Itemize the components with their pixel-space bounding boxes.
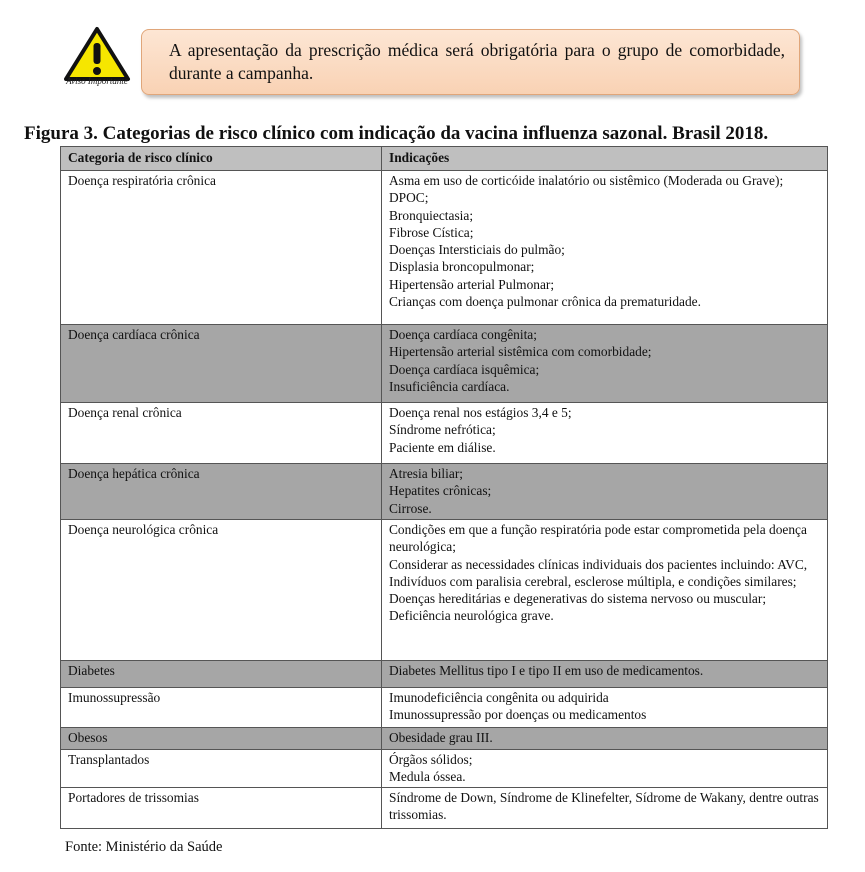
risk-category-cell: Transplantados: [61, 750, 382, 788]
risk-category-cell: Obesos: [61, 728, 382, 750]
indication-item: Displasia broncopulmonar;: [389, 259, 535, 275]
risk-category-cell: Doença renal crônica: [61, 403, 382, 464]
risk-category-cell: Doença neurológica crônica: [61, 520, 382, 661]
indication-item: Obesidade grau III.: [389, 730, 493, 745]
table-body: [61, 171, 828, 829]
table-row: [61, 750, 828, 788]
table-row: [61, 661, 828, 688]
table-row: [61, 464, 828, 520]
table-row: [61, 520, 828, 661]
indications-cell: [382, 464, 828, 520]
indication-item: Imunodeficiência congênita ou adquirida: [389, 690, 609, 705]
risk-category-cell: Portadores de trissomias: [61, 788, 382, 829]
indication-item: Hepatites crônicas;: [389, 483, 492, 499]
table-row: [61, 728, 828, 750]
indication-item: Crianças com doença pulmonar crônica da prematuridade.: [389, 294, 701, 310]
indication-item: Síndrome de Down, Síndrome de Klinefelter, Sídrome de Wakany, dentre outras trissomias.: [389, 790, 819, 823]
indication-item: Atresia biliar;: [389, 466, 463, 481]
risk-category-cell: Doença respiratória crônica: [61, 171, 382, 325]
table-header-row: [61, 147, 828, 171]
indication-item: Órgãos sólidos;: [389, 752, 473, 767]
indications-cell: [382, 788, 828, 829]
indication-item: Fibrose Cística;: [389, 224, 474, 240]
indication-item: Medula óssea.: [389, 769, 466, 785]
risk-category-cell: Doença cardíaca crônica: [61, 325, 382, 403]
indication-item: Doença cardíaca congênita;: [389, 327, 537, 342]
indication-item: Doenças hereditárias e degenerativas do sistema nervoso ou muscular;: [389, 591, 767, 607]
indications-cell: [382, 325, 828, 403]
table-row: [61, 688, 828, 728]
notice-text: A apresentação da prescrição médica será obrigatória para o grupo de comorbidade, durante a campanha.: [169, 40, 785, 83]
indication-item: Síndrome nefrótica;: [389, 422, 496, 438]
notice-box: [141, 29, 800, 95]
indication-item: Asma em uso de corticóide inalatório ou sistêmico (Moderada ou Grave);: [389, 173, 784, 188]
table-row: [61, 325, 828, 403]
indication-item: Hipertensão arterial Pulmonar;: [389, 276, 555, 292]
indication-item: Hipertensão arterial sistêmica com comorbidade;: [389, 344, 652, 360]
indication-item: Paciente em diálise.: [389, 439, 496, 455]
indications-cell: [382, 520, 828, 661]
indications-cell: [382, 688, 828, 728]
indication-item: Imunossupressão por doenças ou medicamentos: [389, 707, 647, 723]
indication-item: Doenças Intersticiais do pulmão;: [389, 242, 565, 258]
indication-item: Considerar as necessidades clínicas individuais dos pacientes incluindo: AVC, Indivíduos com paralisia cerebral, esclerose múltipla, e condições similares;: [389, 556, 808, 589]
notice-caption: Aviso Importante: [66, 76, 128, 86]
indications-cell: [382, 728, 828, 750]
table-row: [61, 403, 828, 464]
indication-item: Doença renal nos estágios 3,4 e 5;: [389, 405, 572, 420]
risk-category-table: [60, 146, 828, 829]
indications-cell: [382, 403, 828, 464]
indication-item: Bronquiectasia;: [389, 207, 474, 223]
indication-item: Cirrose.: [389, 500, 432, 516]
column-header-indications: Indicações: [382, 147, 828, 171]
indication-item: Insuficiência cardíaca.: [389, 378, 510, 394]
risk-category-cell: Imunossupressão: [61, 688, 382, 728]
indication-item: Diabetes Mellitus tipo I e tipo II em uso de medicamentos.: [389, 663, 704, 678]
indications-cell: [382, 171, 828, 325]
table-row: [61, 171, 828, 325]
indications-cell: [382, 750, 828, 788]
indication-item: Condições em que a função respiratória pode estar comprometida pela doença neurológica;: [389, 522, 807, 555]
figure-title: Figura 3. Categorias de risco clínico com indicação da vacina influenza sazonal. Brasil 2018.: [24, 123, 769, 144]
risk-category-cell: Doença hepática crônica: [61, 464, 382, 520]
source-note: Fonte: Ministério da Saúde: [65, 839, 223, 855]
risk-category-cell: Diabetes: [61, 661, 382, 688]
table-row: [61, 788, 828, 829]
indication-item: DPOC;: [389, 190, 429, 206]
indications-cell: [382, 661, 828, 688]
indication-item: Doença cardíaca isquêmica;: [389, 361, 540, 377]
indication-item: Deficiência neurológica grave.: [389, 608, 554, 624]
column-header-category: Categoria de risco clínico: [61, 147, 382, 171]
